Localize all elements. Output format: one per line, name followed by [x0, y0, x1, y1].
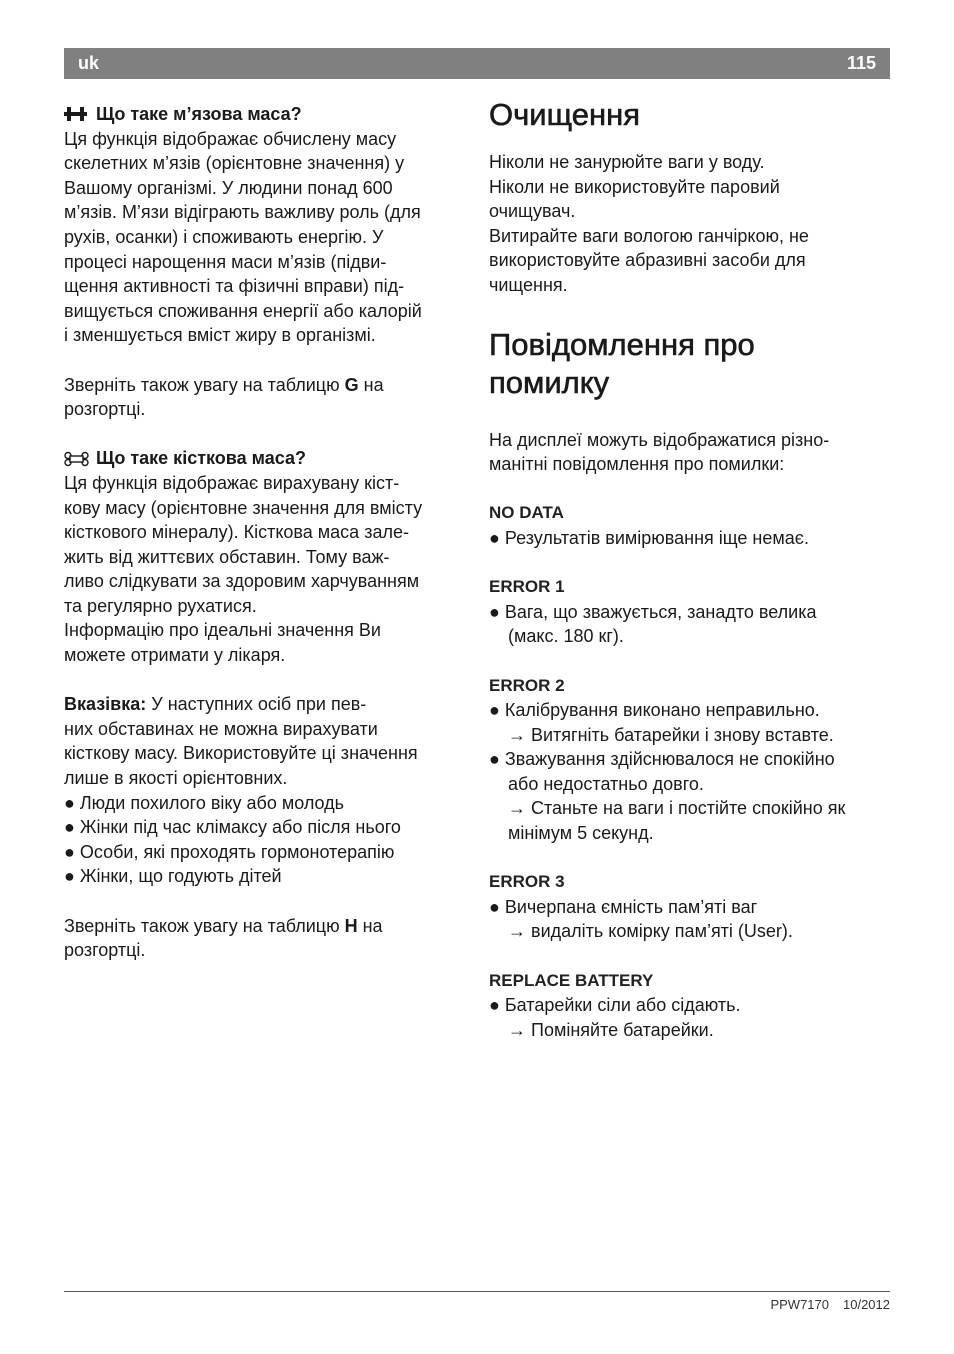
bone-text-line: та регулярно рухатися. [64, 595, 257, 616]
errors-title: Повідомлення про помилку [489, 326, 755, 400]
bone-text-line: Ця функція відображає вирахувану кіст- [64, 472, 400, 493]
muscle-text-line: рухів, осанки) і споживають енергію. У [64, 226, 384, 247]
errors-intro-line: манітні повідомлення про помилки: [489, 454, 785, 475]
cleaning-text-line: Витирайте ваги вологою ганчіркою, не [489, 225, 809, 246]
bone-text-line: кову масу (орієнтовне значення для вмісту [64, 497, 423, 518]
cleaning-text-line: Ніколи не занурюйте ваги у воду. [489, 152, 765, 172]
footer-model: PPW7170 [770, 1297, 829, 1312]
cleaning-text-line: очищувач. [489, 201, 576, 222]
language-code: uk [78, 53, 100, 73]
error-code-3: ERROR 3 [489, 872, 565, 892]
see-table-g: Зверніть також увагу на таблицю G на [64, 374, 384, 395]
error-action: → видаліть комірку пам’яті (User). [508, 921, 793, 942]
muscle-text-line: Вашому організмі. У людини понад 600 [64, 177, 393, 198]
bone-mass-heading: Що таке кісткова маса? [64, 446, 469, 471]
note-bullet: ● Жінки, що годують дітей [64, 866, 282, 887]
bone-text-line: кісткового мінералу). Кісткова маса зале- [64, 522, 409, 543]
error-code-replace-battery: REPLACE BATTERY [489, 970, 654, 990]
bone-text-line: можете отримати у лікаря. [64, 645, 286, 666]
errors-intro-line: На дисплеї можуть відображатися різно- [489, 429, 830, 450]
cleaning-text-line: Ніколи не використовуйте паровий [489, 176, 780, 197]
error-bullet: ● Вичерпана ємність пам’яті ваг [489, 896, 758, 917]
muscle-text-line: скелетних м’язів (орієнтовне значення) у [64, 153, 405, 174]
error-bullet: ● Вага, що зважується, занадто велика [489, 601, 817, 622]
footer-date: 10/2012 [843, 1297, 890, 1312]
muscle-mass-heading: Що таке м’язова маса? [64, 102, 469, 127]
error-action: → Станьте на ваги і постійте спокійно як [508, 798, 846, 819]
error-code-2: ERROR 2 [489, 675, 565, 695]
bone-icon [64, 451, 90, 467]
error-code-no-data: NO DATA [489, 503, 564, 523]
note-first-line: Вказівка: У наступних осіб при пев- [64, 694, 367, 715]
bone-text-line: Інформацію про ідеальні значення Ви [64, 620, 381, 641]
note-bullet: ● Особи, які проходять гормонотерапію [64, 841, 395, 862]
bone-text-line: жить від життєвих обставин. Тому важ- [64, 546, 390, 567]
error-bullet-cont: або недостатньо довго. [508, 773, 704, 794]
footer-divider [64, 1291, 890, 1292]
header-bar [64, 48, 890, 79]
error-bullet: ● Калібрування виконано неправильно. [489, 700, 820, 721]
error-action-cont: мінімум 5 секунд. [508, 823, 654, 844]
footer [770, 1297, 890, 1312]
note-bullet: ● Люди похилого віку або молодь [64, 792, 345, 813]
cleaning-text-line: використовуйте абразивні засоби для [489, 250, 806, 271]
see-table-h-cont: розгортці. [64, 940, 146, 961]
note-text-line: кісткову масу. Використовуйте ці значення [64, 743, 418, 764]
error-bullet: ● Зважування здійснювалося не спокійно [489, 749, 835, 770]
muscle-text-line: і зменшується вміст жиру в організмі. [64, 325, 376, 346]
see-table-h: Зверніть також увагу на таблицю H на [64, 915, 383, 936]
error-bullet: ● Батарейки сіли або сідають. [489, 995, 741, 1016]
note-bullet: ● Жінки під час клімаксу або після нього [64, 817, 401, 838]
cleaning-text-line: чищення. [489, 274, 568, 295]
note-text-line: лише в якості орієнтовних. [64, 768, 288, 789]
page-number: 115 [846, 53, 876, 73]
muscle-text-line: Ця функція відображає обчислену масу [64, 128, 397, 149]
error-action: → Витягніть батарейки і знову вставте. [508, 724, 834, 745]
right-column [489, 96, 890, 1042]
note-text-line: них обставинах не можна вирахувати [64, 718, 378, 739]
error-bullet-cont: (макс. 180 кг). [508, 626, 624, 647]
muscle-text-line: вищується споживання енергії або калорій [64, 300, 422, 321]
muscle-text-line: процесі нарощення маси м’язів (підви- [64, 251, 387, 272]
see-table-g-cont: розгортці. [64, 399, 146, 420]
error-action: → Поміняйте батарейки. [508, 1019, 714, 1040]
muscle-text-line: м’язів. М’язи відіграють важливу роль (для [64, 202, 421, 223]
muscle-text-line: щення активності та фізичні вправи) під- [64, 276, 405, 297]
cleaning-title: Очищення [489, 97, 641, 132]
error-bullet: ● Результатів вимірювання іще немає. [489, 527, 809, 548]
bone-text-line: ливо слідкувати за здоровим харчуванням [64, 571, 420, 592]
left-column [64, 102, 469, 963]
error-code-1: ERROR 1 [489, 577, 565, 597]
dumbbell-icon [64, 106, 90, 122]
